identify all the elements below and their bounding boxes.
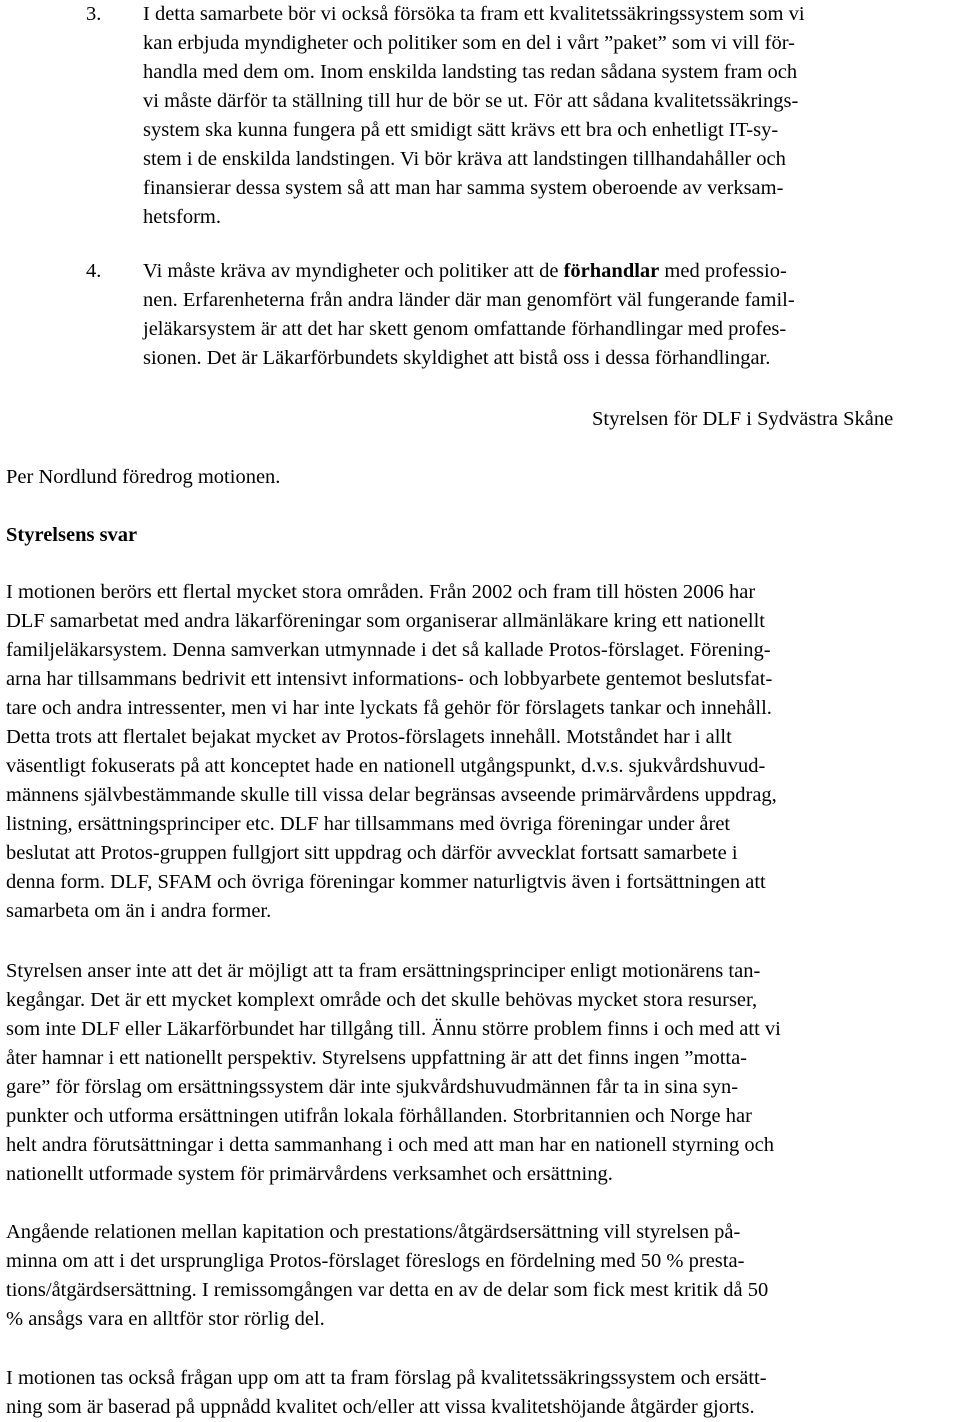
signature: Styrelsen för DLF i Sydvästra Skåne: [592, 408, 894, 430]
text-line: tare och andra intressenter, men vi har inte lyckats få gehör för förslagets tankar och innehåll.: [6, 697, 772, 719]
text-line: jeläkarsystem är att det har skett genom omfattande förhandlingar med profes-: [143, 318, 787, 340]
text-line: % ansågs vara en alltför stor rörlig del.: [6, 1308, 325, 1330]
text-line: punkter och utforma ersättningen utifrån lokala förhållanden. Storbritannien och Norge har: [6, 1105, 752, 1127]
paragraph: [6, 1218, 960, 1334]
text-line: ning som är baserad på uppnådd kvalitet och/eller att vissa kvalitetshöjande åtgärder gjorts.: [6, 1396, 755, 1418]
text-line: I motionen berörs ett flertal mycket stora områden. Från 2002 och fram till hösten 2006 har: [6, 581, 756, 603]
text-line: väsentligt fokuserats på att konceptet hade en nationell utgångspunkt, d.v.s. sjukvårdshuvud-: [6, 755, 766, 777]
text-line: [143, 257, 960, 286]
text-line: I motionen tas också frågan upp om att ta fram förslag på kvalitetssäkringssystem och ersätt-: [6, 1367, 767, 1389]
emphasis-text: förhandlar: [563, 260, 660, 282]
list-text: [143, 0, 960, 232]
text-line: arna har tillsammans bedrivit ett intensivt informations- och lobbyarbete gentemot beslutsfat-: [6, 668, 773, 690]
text-line: hetsform.: [143, 206, 221, 228]
text-line: DLF samarbetat med andra läkarföreningar som organiserar allmänläkare kring ett nationellt: [6, 610, 765, 632]
text-line: stem i de enskilda landstingen. Vi bör kräva att landstingen tillhandahåller och: [143, 148, 786, 170]
text-line: som inte DLF eller Läkarförbundet har tillgång till. Ännu större problem finns i och med att vi: [6, 1018, 781, 1040]
text-line: männens självbestämmande skulle till vissa delar begränsas avseende primärvårdens uppdrag,: [6, 784, 777, 806]
text-line: finansierar dessa system så att man har samma system oberoende av verksam-: [143, 177, 784, 199]
text-line: Angående relationen mellan kapitation och prestations/åtgärdsersättning vill styrelsen på-: [6, 1221, 741, 1243]
text-line: kegångar. Det är ett mycket komplext område och det skulle behövas mycket stora resurser,: [6, 989, 758, 1011]
text-line: handla med dem om. Inom enskilda landsting tas redan sådana system fram och: [143, 61, 798, 83]
text-segment: med professio-: [659, 260, 787, 282]
text-line: kan erbjuda myndigheter och politiker som en del i vårt ”paket” som vi vill för-: [143, 32, 795, 54]
list-number: 4.: [86, 260, 102, 282]
text-line: vi måste därför ta ställning till hur de bör se ut. För att sådana kvalitetssäkrings-: [143, 90, 799, 112]
text-line: familjeläkarsystem. Denna samverkan utmynnade i det så kallade Protos-förslaget. Förening-: [6, 639, 771, 661]
text-line: beslutat att Protos-gruppen fullgjort sitt uppdrag och därför avvecklat fortsatt samarbete i: [6, 842, 738, 864]
text-segment: Vi måste kräva av myndigheter och politiker att de: [143, 260, 564, 282]
text-line: listning, ersättningsprinciper etc. DLF har tillsammans med övriga föreningar under året: [6, 813, 731, 835]
text-line: minna om att i det ursprungliga Protos-förslaget föreslogs en fördelning med 50 % presta-: [6, 1250, 745, 1272]
paragraph: [6, 578, 960, 926]
text-line: helt andra förutsättningar i detta sammanhang i och med att man har en nationell styrning och: [6, 1134, 774, 1156]
paragraph: [6, 957, 960, 1189]
presenter-note: Per Nordlund föredrog motionen.: [6, 466, 281, 488]
text-line: denna form. DLF, SFAM och övriga föreningar kommer naturligtvis även i fortsättningen att: [6, 871, 766, 893]
list-number: 3.: [86, 3, 102, 25]
text-line: system ska kunna fungera på ett smidigt sätt krävs ett bra och enhetligt IT-sy-: [143, 119, 779, 141]
section-heading: Styrelsens svar: [6, 524, 138, 546]
text-line: Styrelsen anser inte att det är möjligt att ta fram ersättningsprinciper enligt motionärens tan-: [6, 960, 761, 982]
text-line: I detta samarbete bör vi också försöka ta fram ett kvalitetssäkringssystem som vi: [143, 3, 805, 25]
text-line: nen. Erfarenheterna från andra länder där man genomfört väl fungerande famil-: [143, 289, 795, 311]
text-line: gare” för förslag om ersättningssystem där inte sjukvårdshuvudmännen får ta in sina syn-: [6, 1076, 739, 1098]
text-line: nationellt utformade system för primärvårdens verksamhet och ersättning.: [6, 1163, 613, 1185]
text-line: tions/åtgärdsersättning. I remissomgången var detta en av de delar som fick mest kritik då 50: [6, 1279, 769, 1301]
text-line: åter hamnar i ett nationellt perspektiv. Styrelsens uppfattning är att det finns ingen ”motta-: [6, 1047, 748, 1069]
text-line: Detta trots att flertalet bejakat mycket av Protos-förslagets innehåll. Motståndet har i allt: [6, 726, 732, 748]
paragraph: [6, 1364, 960, 1422]
text-line: sionen. Det är Läkarförbundets skyldighet att bistå oss i dessa förhandlingar.: [143, 347, 771, 369]
text-line: samarbeta om än i andra former.: [6, 900, 272, 922]
list-text: [143, 257, 960, 373]
